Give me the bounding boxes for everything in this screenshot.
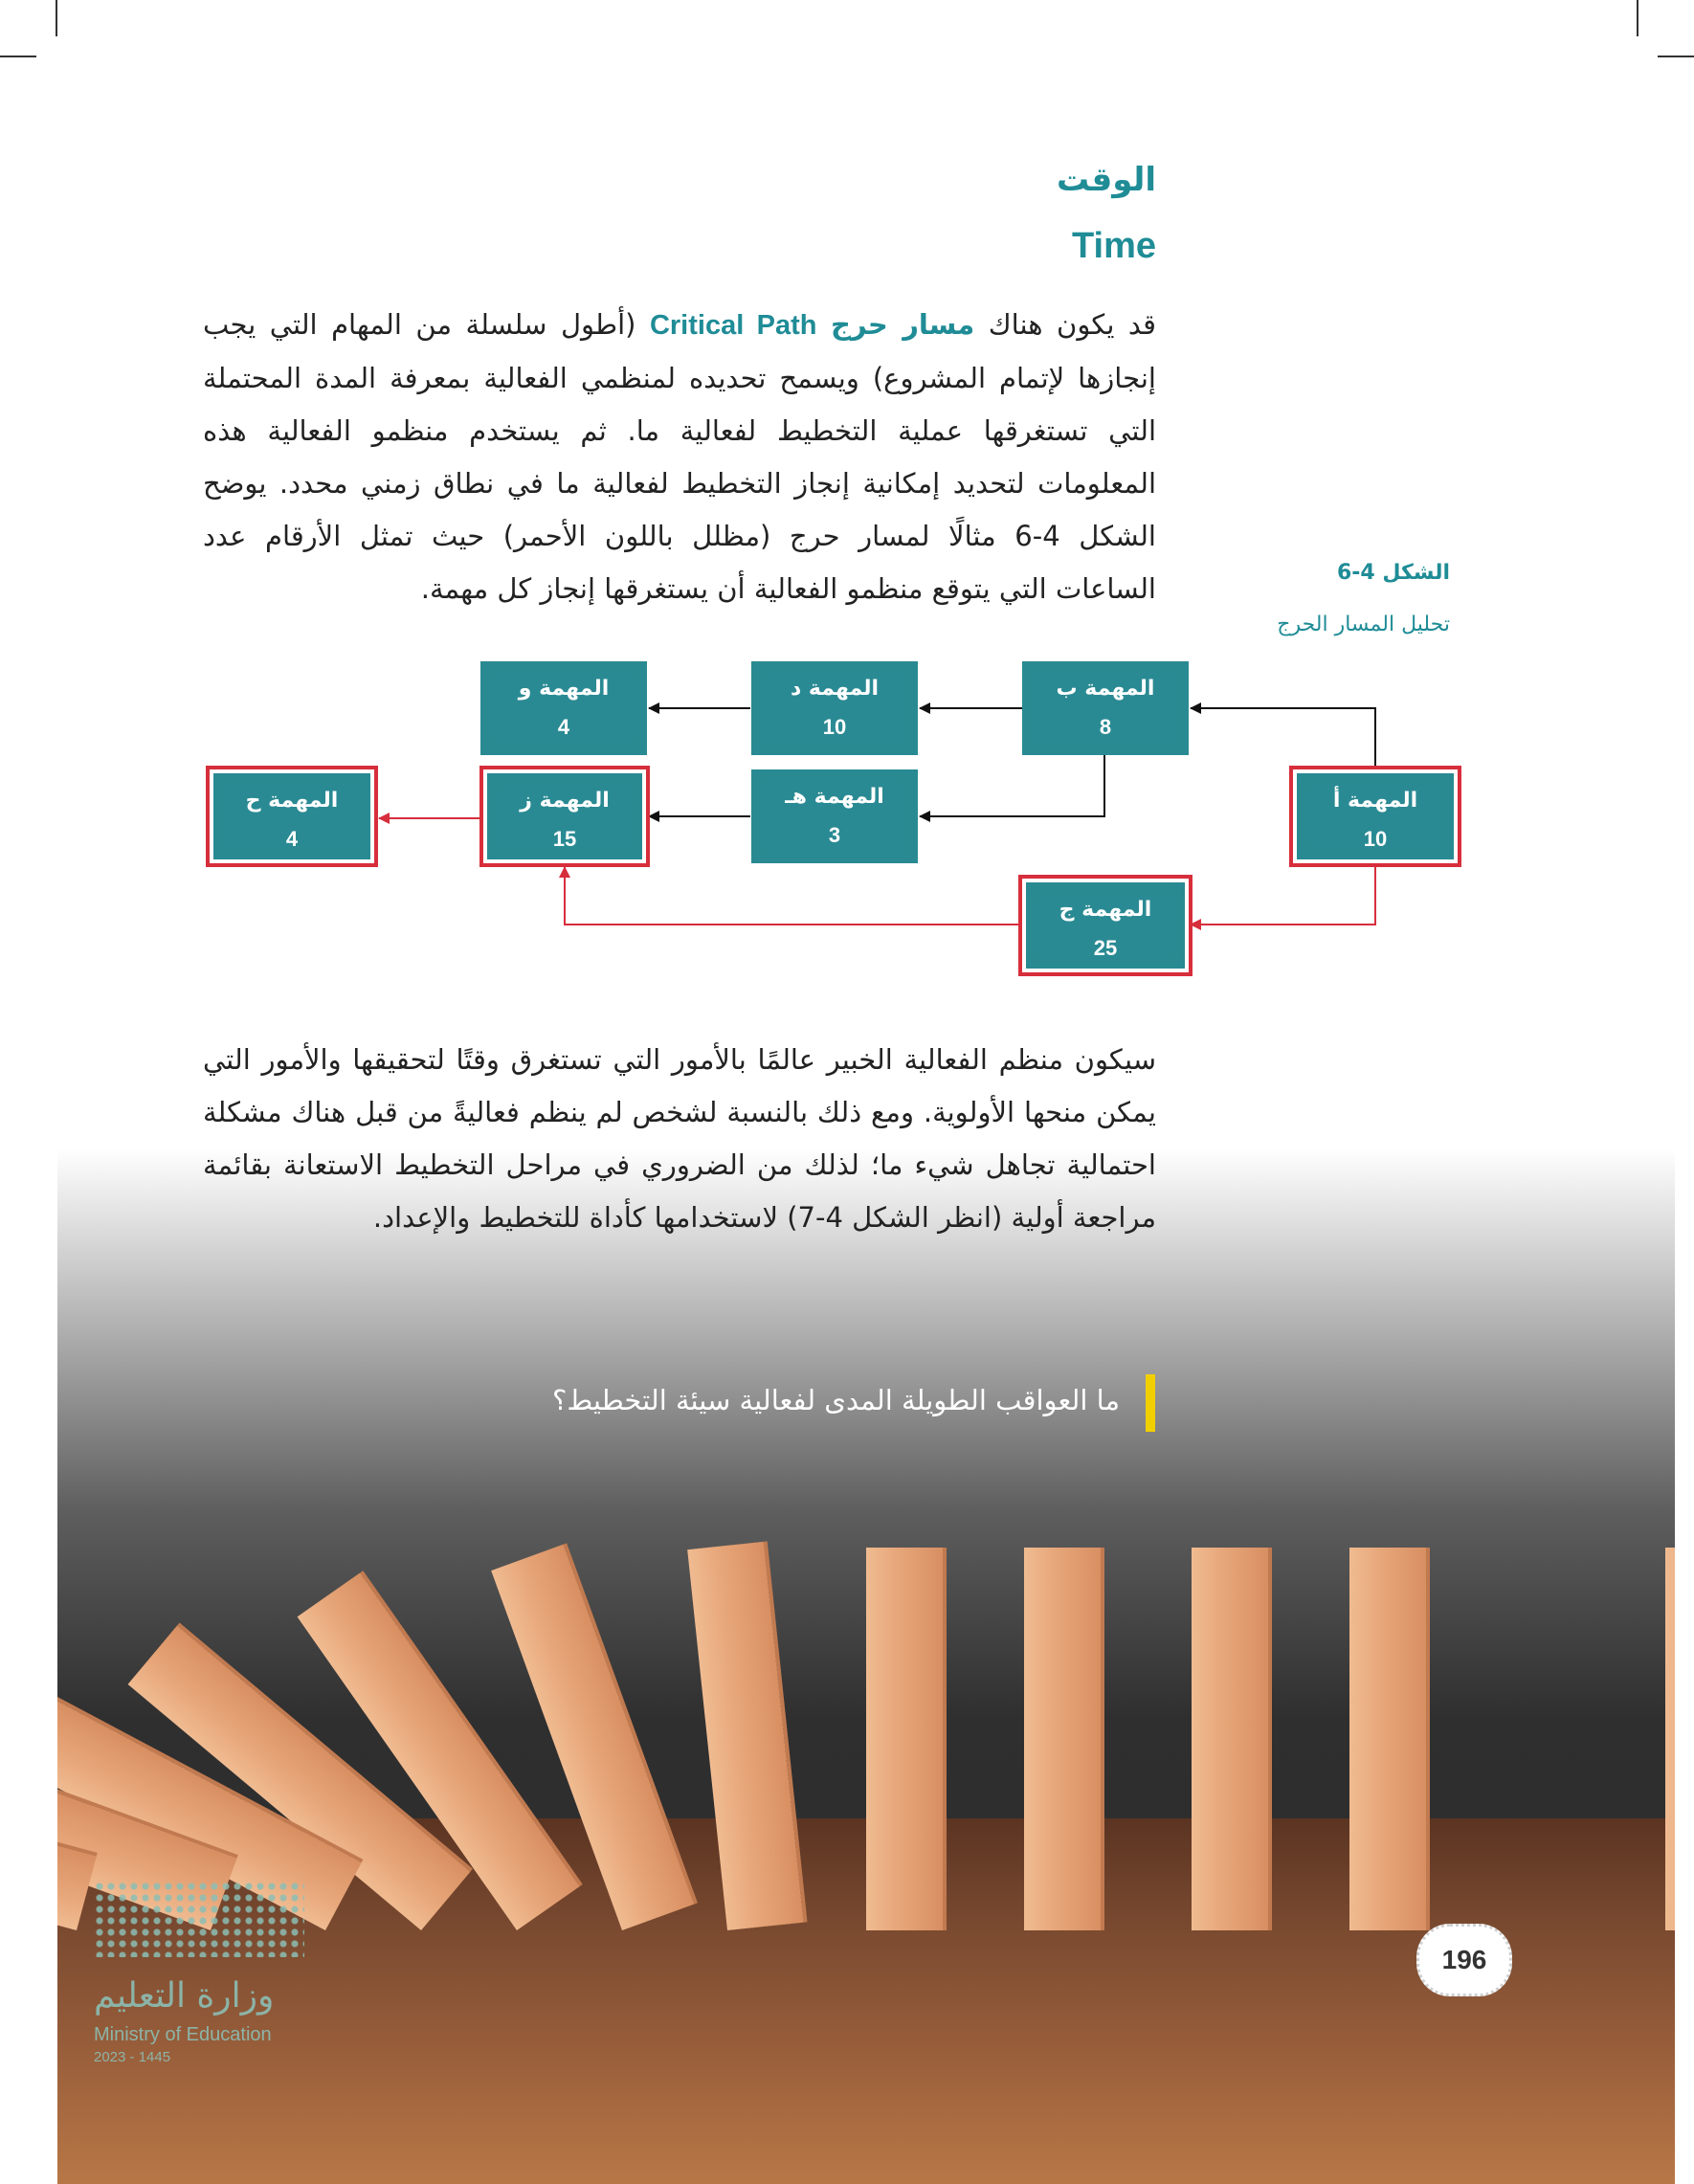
term-critical-path-english: Critical Path [649,310,817,341]
domino [1024,1548,1101,1930]
logo-year-text: 2023 - 1445 [94,2049,171,2065]
task-h-box-critical [206,766,378,867]
figure-caption: تحليل المسار الحرج [1277,613,1450,636]
logo-arabic-text: وزارة التعليم [94,1976,275,2016]
task-d-name: المهمة د [790,677,880,701]
task-e-box [751,769,918,863]
arrow-c-to-g [565,867,1022,925]
domino [1665,1548,1675,1930]
paragraph-intro: قد يكون هناك [974,308,1156,341]
domino [866,1548,943,1930]
task-b-name: المهمة ب [1056,677,1155,701]
task-b-hours: 8 [1099,715,1112,739]
page-number: 196 [1416,1924,1512,1996]
logo-english-text: Ministry of Education [94,2024,272,2045]
task-c-hours: 25 [1093,936,1118,960]
arrow-a-to-b [1191,708,1375,769]
task-c-name: المهمة ج [1059,898,1152,922]
task-c-box-critical [1018,875,1192,976]
task-e-hours: 3 [828,823,841,847]
domino [1192,1548,1268,1930]
task-d-hours: 10 [822,715,847,739]
ministry-logo [94,1881,314,2072]
paragraph-body: (أطول سلسلة من المهام التي يجب إنجازها لإتمام المشروع) ويسمح تحديده لمنظمي الفعالية بمعرفة المدة المحتملة التي تستغرقها عملية التخطيط لفعالية ما. ثم يستخدم منظمو الفعالية هذه المعلومات لتحديد إمكانية إنجاز التخطيط لفعالية ما في نطاق زمني محدد. يوضح الشكل 4-6 مثالًا لمسار حرج (مظلل باللون الأحمر) حيث تمثل الأرقام عدد الساعات التي يتوقع منظمو الفعالية أن يستغرقها إنجاز كل مهمة. [203,308,1156,605]
task-h-hours: 4 [285,827,299,851]
task-b-box [1022,661,1189,755]
task-a-box-critical [1289,766,1461,867]
arrow-b-to-e [920,755,1104,816]
task-a-name: المهمة أ [1332,789,1418,813]
question-marker-bar [1146,1374,1155,1432]
section-heading-english: Time [1071,226,1156,266]
task-h-name: المهمة ح [245,789,339,813]
task-f-box [480,661,647,755]
task-a-hours: 10 [1363,827,1388,851]
task-e-name: المهمة هـ [785,785,884,809]
task-g-hours: 15 [552,827,577,851]
section-heading-arabic: الوقت [1057,161,1156,199]
task-g-name: المهمة ز [520,789,610,813]
review-question: ما العواقب الطويلة المدى لفعالية سيئة التخطيط؟ [551,1384,1120,1416]
term-critical-path-arabic: مسار حرج [830,308,975,341]
task-f-hours: 4 [557,715,570,739]
task-d-box [751,661,918,755]
arrow-a-to-c [1191,867,1375,925]
task-g-box-critical [479,766,650,867]
domino [1349,1548,1426,1930]
task-f-name: المهمة و [518,677,610,701]
logo-dot-pattern [94,1881,304,1957]
figure-number: الشكل 4-6 [1336,561,1450,585]
planning-paragraph: سيكون منظم الفعالية الخبير عالمًا بالأمور التي تستغرق وقتًا لتحقيقها والأمور التي يمكن منحها الأولوية. ومع ذلك بالنسبة لشخص لم ينظم فعاليةً من قبل هناك مشكلة احتمالية تجاهل شيء ما؛ لذلك من الضروري في مراحل التخطيط الاستعانة بقائمة مراجعة أولية (انظر الشكل 4-7) لاستخدامها كأداة للتخطيط والإعداد. [203,1043,1156,1234]
